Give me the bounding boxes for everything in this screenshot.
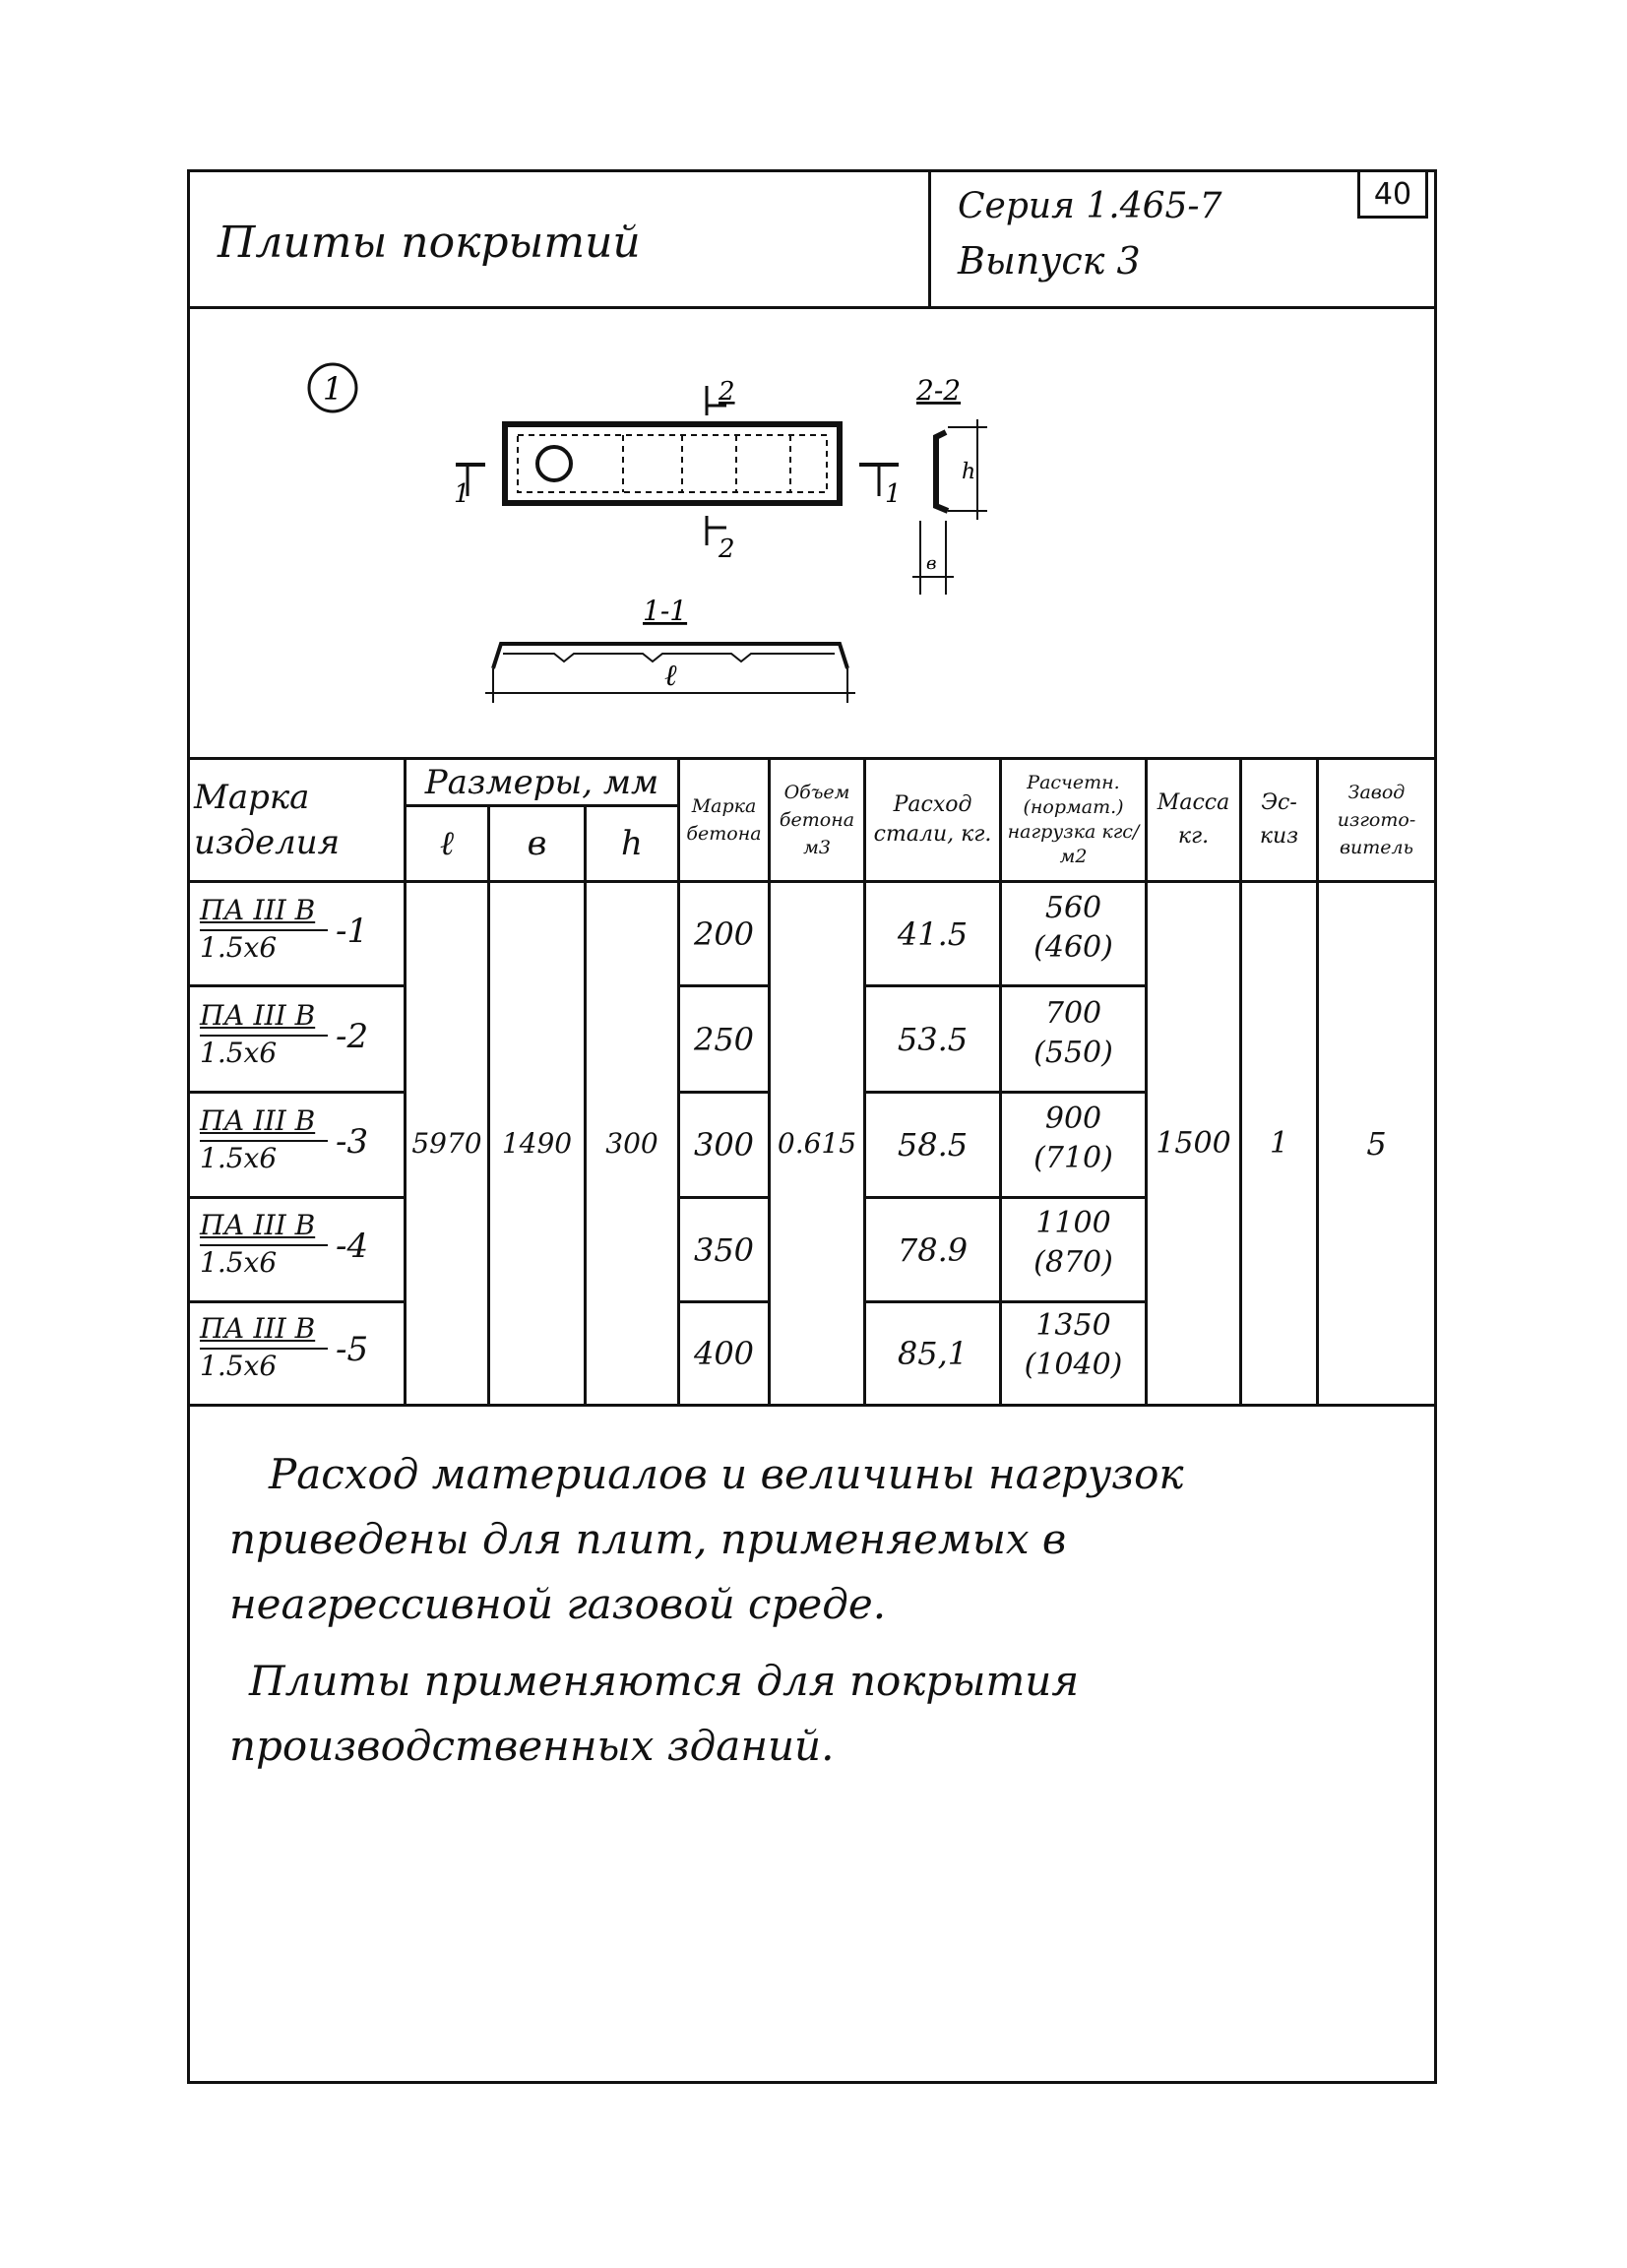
- header-plant: Завод изгото-витель: [1337, 782, 1416, 858]
- table-row-1-load: 560 (460): [1033, 891, 1113, 965]
- shared-mass: 1500: [1156, 1126, 1231, 1161]
- section-2-2-profile: [936, 432, 948, 511]
- shared-plant: 5: [1366, 1124, 1387, 1163]
- header-mark: Марка изделия: [194, 778, 341, 862]
- header-dim-b: в: [527, 824, 547, 863]
- table-row-1-steel: 41.5: [897, 914, 969, 953]
- shared-length: 5970: [411, 1127, 482, 1160]
- header-dimensions: Размеры, мм: [424, 762, 659, 802]
- detail-number: 1: [322, 370, 344, 408]
- note-paragraph-1: Расход материалов и величины нагрузок приведены для плит, применяемых в неагрессивной газовой среде.: [229, 1450, 1184, 1628]
- shared-sketch: 1: [1269, 1126, 1289, 1161]
- header-mass: Масса кг.: [1157, 790, 1230, 849]
- header-sketch: Эс-киз: [1259, 790, 1299, 849]
- table-row-3-grade: 300: [693, 1126, 755, 1164]
- table-row-5-load: 1350 (1040): [1024, 1308, 1123, 1382]
- shared-volume: 0.615: [777, 1127, 857, 1160]
- table-row-2-steel: 53.5: [897, 1020, 969, 1058]
- table-row-3-steel: 58.5: [897, 1126, 969, 1164]
- table-row-1-mark: ПА III В 1.5х6 -1: [200, 894, 369, 964]
- section-width-label: в: [926, 553, 937, 574]
- header-dim-h: h: [621, 824, 643, 863]
- table-row-3-mark: ПА III В 1.5х6 -3: [200, 1104, 369, 1174]
- series-label: Серия 1.465-7: [958, 186, 1222, 226]
- shared-width: 1490: [501, 1127, 573, 1160]
- shared-height: 300: [605, 1127, 658, 1160]
- table-row-2-grade: 250: [693, 1020, 755, 1058]
- table-row-4-grade: 350: [693, 1230, 755, 1269]
- header-steel: Расход стали, кг.: [873, 792, 992, 847]
- sketch-circle-mark: [537, 447, 571, 480]
- table-row-4-load: 1100 (870): [1033, 1206, 1113, 1280]
- header-dim-l: ℓ: [439, 824, 455, 863]
- section-1-1-label: 1-1: [643, 595, 688, 627]
- title-divider: [928, 172, 931, 306]
- table-row-2-mark: ПА III В 1.5х6 -2: [200, 999, 369, 1069]
- table-row-4-mark: ПА III В 1.5х6 -4: [200, 1209, 369, 1279]
- table-row-3-load: 900 (710): [1033, 1102, 1113, 1175]
- cut-1-left: 1: [454, 479, 470, 509]
- sheet-number: 40: [1357, 169, 1428, 219]
- length-label: ℓ: [664, 659, 677, 693]
- table-row-2-load: 700 (550): [1033, 996, 1113, 1070]
- table-row-4-steel: 78.9: [897, 1230, 969, 1269]
- cut-2-top: 2: [719, 377, 735, 407]
- issue-label: Выпуск 3: [958, 239, 1141, 283]
- cut-2-bottom: 2: [719, 535, 735, 564]
- table-bottom-border: [190, 1404, 1434, 1407]
- cut-1-right: 1: [885, 479, 902, 509]
- page-title: Плиты покрытий: [218, 218, 641, 268]
- table-row-5-grade: 400: [693, 1335, 755, 1372]
- note-paragraph-2: Плиты применяются для покрытия производственных зданий.: [229, 1657, 1080, 1770]
- plate-sketch: [190, 309, 1434, 757]
- header-load: Расчетн. (нормат.) нагрузка кгс/м2: [1007, 772, 1140, 867]
- table-row-5-mark: ПА III В 1.5х6 -5: [200, 1312, 369, 1382]
- table-row-5-steel: 85,1: [897, 1335, 969, 1372]
- drawing-sheet: [187, 169, 1437, 2084]
- header-concrete-grade: Марка бетона: [686, 795, 762, 845]
- section-height-label: h: [962, 460, 976, 484]
- header-concrete-volume: Объем бетона м3: [779, 782, 855, 858]
- section-2-2-label: 2-2: [916, 374, 962, 407]
- table-row-1-grade: 200: [693, 914, 755, 953]
